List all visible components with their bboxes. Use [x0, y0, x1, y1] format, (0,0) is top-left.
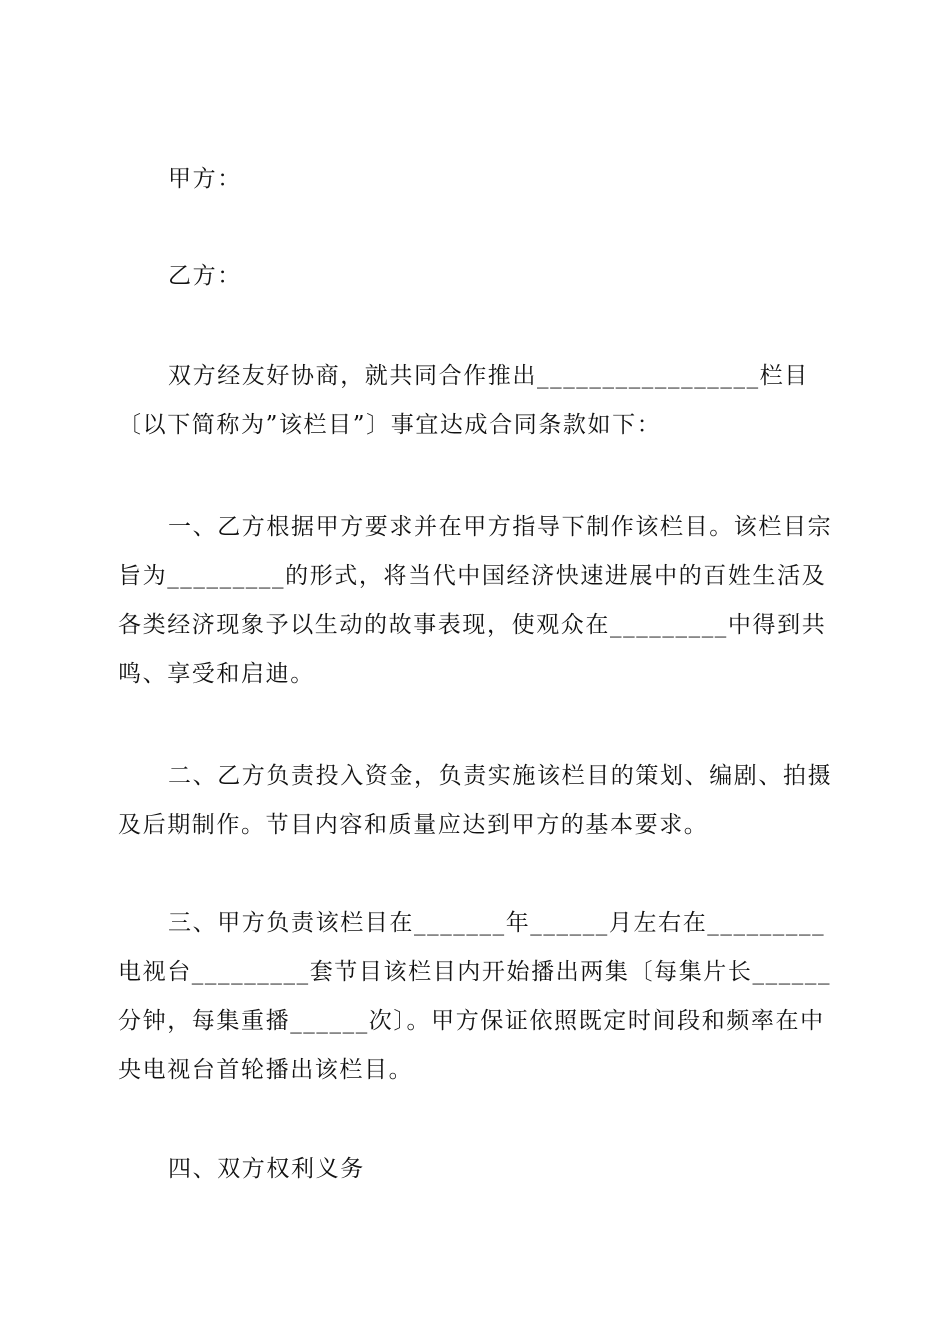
- party-b-label: 乙方：: [168, 263, 242, 289]
- clause-4-heading: 四、双方权利义务: [168, 1156, 365, 1182]
- clause-1-paragraph: 一、乙方根据甲方要求并在甲方指导下制作该栏目。该栏目宗旨为_________的形式，将当代中国经济快速进展中的百姓生活及各类经济现象予以生动的故事表现，使观众在_________中得到共鸣、享受和启迪。: [118, 514, 833, 687]
- clause-3-paragraph: 三、甲方负责该栏目在_______年______月左右在_________电视台_________套节目该栏目内开始播出两集〔每集片长______分钟，每集重播______次〕。甲方保证依照既定时间段和频率在中央电视台首轮播出该栏目。: [118, 910, 832, 1083]
- intro-paragraph: 双方经友好协商，就共同合作推出_________________栏目〔以下简称为”该栏目”〕事宜达成合同条款如下：: [118, 363, 809, 438]
- party-a-label: 甲方：: [168, 166, 242, 192]
- clause-2-paragraph: 二、乙方负责投入资金，负责实施该栏目的策划、编剧、拍摄及后期制作。节目内容和质量应达到甲方的基本要求。: [118, 763, 833, 838]
